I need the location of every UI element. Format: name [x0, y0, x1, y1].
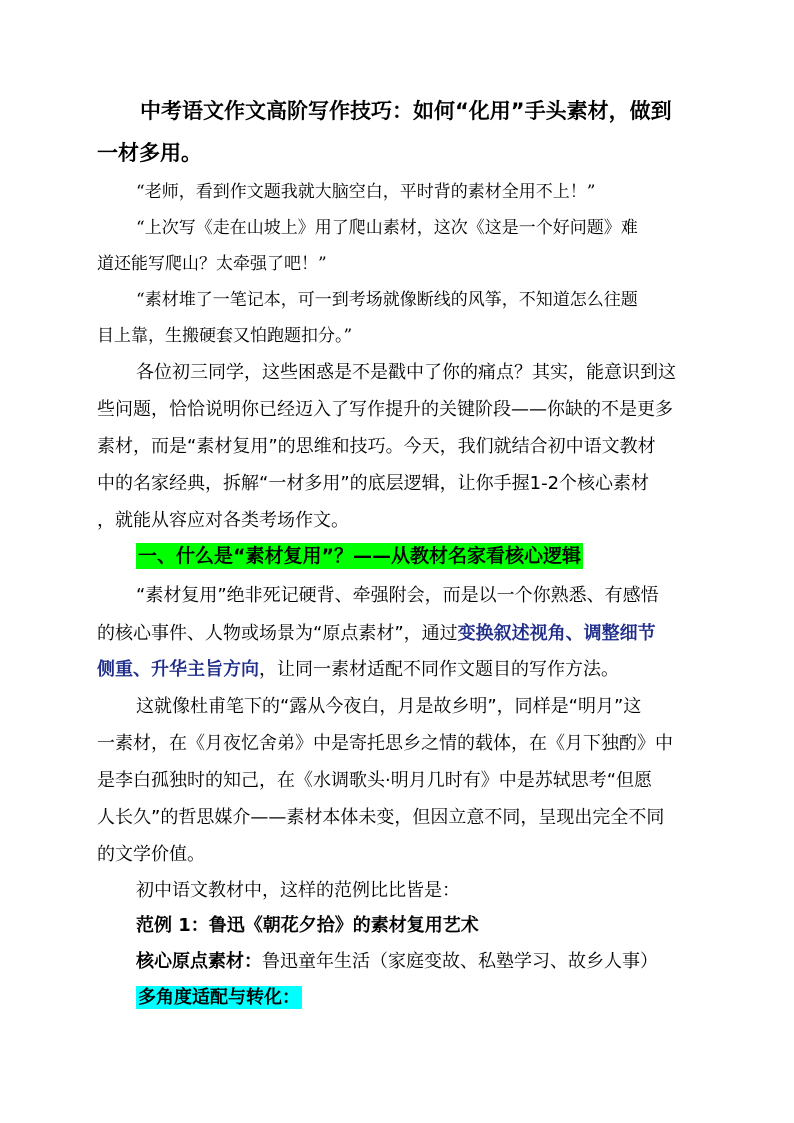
s1-p2-line-3: 是李白孤独时的知己，在《水调歌头·明月几时有》中是苏轼思考“但愿: [97, 770, 653, 791]
section-1-heading-wrap: [136, 543, 583, 570]
core-material-label: 核心原点素材：: [136, 951, 262, 972]
section-1-heading: 一、什么是“素材复用”？——从教材名家看核心逻辑: [138, 545, 581, 567]
s1-p1-emphasis-2: 侧重、升华主旨方向: [97, 659, 259, 680]
quote-3-line-2: 目上靠，生搬硬套又怕跑题扣分。”: [97, 326, 353, 346]
s1-p2-line-2: 一素材，在《月夜忆舍弟》中是寄托思乡之情的载体，在《月下独酌》中: [97, 733, 673, 754]
quote-1: “老师，看到作文题我就大脑空白，平时背的素材全用不上！”: [136, 182, 596, 202]
s1-p2-line-5: 的文学价值。: [97, 844, 205, 865]
intro-line-2: 些问题，恰恰说明你已经迈入了写作提升的关键阶段——你缺的不是更多: [97, 399, 673, 420]
article-title-line-1: 中考语文作文高阶写作技巧：如何“化用”手头素材，做到: [140, 99, 672, 123]
intro-line-1: 各位初三同学，这些困惑是不是戳中了你的痛点？其实，能意识到这: [136, 362, 676, 383]
s1-p1-emphasis-1: 变换叙述视角、调整细节: [457, 623, 656, 644]
s1-p3: 初中语文教材中，这样的范例比比皆是：: [136, 880, 460, 901]
s1-p1-line-3-text: ，让同一素材适配不同作文题目的写作方法。: [259, 659, 619, 680]
adapt-label: 多角度适配与转化：: [138, 987, 300, 1008]
quote-3-line-1: “素材堆了一笔记本，可一到考场就像断线的风筝，不知道怎么往题: [136, 290, 638, 310]
intro-line-3: 素材，而是“素材复用”的思维和技巧。今天，我们就结合初中语文教材: [97, 436, 656, 457]
adapt-line: [136, 985, 302, 1011]
core-material-text: 鲁迅童年生活（家庭变故、私塾学习、故乡人事）: [262, 951, 658, 972]
article-title-line-2: 一材多用。: [97, 141, 202, 165]
intro-line-4: 中的名家经典，拆解“一材多用”的底层逻辑，让你手握1-2个核心素材: [97, 473, 650, 494]
s1-p1-line-2-text: 的核心事件、人物或场景为“原点素材”，通过: [97, 623, 458, 644]
quote-2-line-2: 道还能写爬山？太牵强了吧！”: [97, 254, 327, 274]
example-1-title: 范例 1：鲁迅《朝花夕拾》的素材复用艺术: [136, 915, 479, 936]
s1-p1-line-1: “素材复用”绝非死记硬背、牵强附会，而是以一个你熟悉、有感悟: [136, 585, 659, 606]
s1-p2-line-1: 这就像杜甫笔下的“露从今夜白，月是故乡明”，同样是“明月”这: [136, 696, 642, 717]
s1-p1-line-3: [97, 657, 619, 683]
intro-line-5: ，就能从容应对各类考场作文。: [97, 510, 349, 531]
core-material-line: [136, 949, 658, 975]
s1-p2-line-4: 人长久”的哲思媒介——素材本体未变，但因立意不同，呈现出完全不同: [97, 807, 665, 828]
quote-2-line-1: “上次写《走在山坡上》用了爬山素材，这次《这是一个好问题》难: [136, 218, 638, 238]
s1-p1-line-2: [97, 621, 656, 647]
